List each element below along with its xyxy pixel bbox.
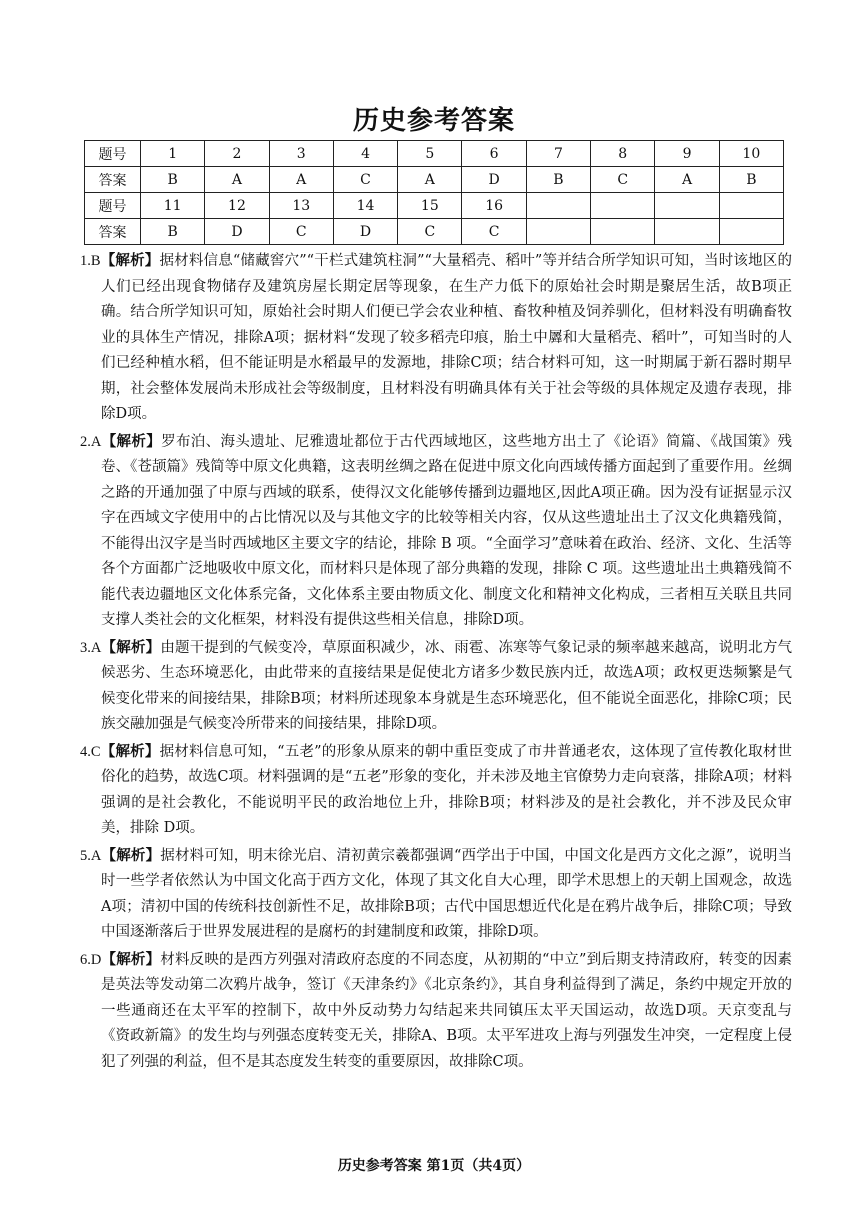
table-cell <box>526 193 590 219</box>
table-cell <box>526 219 590 245</box>
analysis-tag: 【解析】 <box>101 638 161 656</box>
explanation-item <box>80 843 792 946</box>
table-cell: 6 <box>462 141 526 167</box>
explanation-text: 据材料信息“储藏窖穴”“干栏式建筑柱洞”“大量稻壳、稻叶”等并结合所学知识可知，当时该地区的人们已经出现食物储存及建筑房屋长期定居等现象，在生产力低下的原始社会时期是聚居生活，故B项正确。结合所学知识可知，原始社会时期人们便已学会农业种植、畜牧种植及饲养驯化，但材料没有明确畜牧业的具体生产情况，排除A项；据材料“发现了较多稻壳印痕，胎土中羼和大量稻壳、稻叶”，可知当时的人们已经种植水稻，但不能证明是水稻最早的发源地，排除C项；结合材料可知，这一时期属于新石器时期早期，社会整体发展尚未形成社会等级制度，且材料没有明确具体有关于社会等级的具体规定及遗存表现，排除D项。 <box>101 253 792 422</box>
explanation-text: 罗布泊、海头遗址、尼雅遗址都位于古代西域地区，这些地方出土了《论语》简篇、《战国策》残卷、《苍颉篇》残简等中原文化典籍，这表明丝绸之路在促进中原文化向西域传播方面起到了重要作用。丝绸之路的开通加强了中原与西域的联系，使得汉文化能够传播到边疆地区,因此A项正确。因为没有证据显示汉字在西域文字使用中的占比情况以及与其他文字的比较等相关内容，仅从这些遗址出土了汉文化典籍残简，不能得出汉字是当时西域地区主要文字的结论，排除 B 项。“全面学习”意味着在政治、经济、文化、生活等各个方面都广泛地吸收中原文化，而材料只是体现了部分典籍的发现，排除 C 项。这些遗址出土典籍残简不能代表边疆地区文化体系完备，文化体系主要由物质文化、制度文化和精神文化构成，三者相互关联且共同支撑人类社会的文化框架，材料没有提供这些相关信息，排除D项。 <box>101 433 793 628</box>
answer-table <box>84 140 784 245</box>
table-cell <box>655 193 719 219</box>
explanation-text: 由题干提到的气候变冷，草原面积减少，冰、雨雹、冻寒等气象记录的频率越来越高，说明北方气候恶劣、生态环境恶化，由此带来的直接结果是促使北方诸多少数民族内迁，故选A项；政权更迭频繁是气候变化带来的间接结果，排除B项；材料所述现象本身就是生态环境恶化，但不能说全面恶化，排除C项；民族交融加强是气候变冷所带来的间接结果，排除D项。 <box>101 639 793 732</box>
table-cell: 7 <box>526 141 590 167</box>
table-cell: 8 <box>591 141 655 167</box>
table-cell: C <box>333 167 397 193</box>
table-cell: A <box>205 167 269 193</box>
table-cell: C <box>398 219 462 245</box>
table-cell: B <box>141 167 205 193</box>
explanation-item <box>80 429 792 634</box>
table-cell: A <box>269 167 333 193</box>
analysis-tag: 【解析】 <box>101 432 162 450</box>
explanation-item <box>80 635 792 738</box>
table-cell: 12 <box>205 193 269 219</box>
table-cell: D <box>333 219 397 245</box>
table-cell: 3 <box>269 141 333 167</box>
table-row <box>85 167 784 193</box>
table-cell: 13 <box>269 193 333 219</box>
table-cell <box>655 219 719 245</box>
question-number: 5.A <box>80 847 102 864</box>
row-label: 题号 <box>85 141 141 167</box>
question-number: 1.B <box>80 253 101 269</box>
table-cell <box>591 193 655 219</box>
explanation-text: 据材料可知，明末徐光启、清初黄宗羲都强调“西学出于中国，中国文化是西方文化之源”，说明当时一些学者依然认为中国文化高于西方文化，体现了其文化自大心理，即学术思想上的天朝上国观念，故选A项；清初中国的传统科技创新性不足，故排除B项；古代中国思想近代化是在鸦片战争后，排除C项；导致中国逐渐落后于世界发展进程的是腐朽的封建制度和政策，排除D项。 <box>101 847 792 940</box>
table-cell: 9 <box>655 141 719 167</box>
question-number: 4.C <box>80 743 101 760</box>
table-cell: 16 <box>462 193 526 219</box>
table-cell <box>719 193 783 219</box>
row-label: 答案 <box>85 167 141 193</box>
table-cell: 15 <box>398 193 462 219</box>
table-cell: A <box>655 167 719 193</box>
explanation-text: 材料反映的是西方列强对清政府态度的不同态度，从初期的“中立”到后期支持清政府，转变的因素是英法等发动第二次鸦片战争，签订《天津条约》《北京条约》，其自身利益得到了满足，条约中规定开放的一些通商还在太平军的控制下，故中外反动势力勾结起来共同镇压太平天国运动，故选D项。天京变乱与《资政新篇》的发生均与列强态度转变无关，排除A、B项。太平军进攻上海与列强发生冲突，一定程度上侵犯了列强的利益，但不是其态度发生转变的重要原因，故排除C项。 <box>101 951 792 1070</box>
table-cell: 11 <box>141 193 205 219</box>
explanations <box>80 248 792 1076</box>
table-cell <box>719 219 783 245</box>
table-cell: B <box>719 167 783 193</box>
table-cell: 4 <box>333 141 397 167</box>
table-row <box>85 219 784 245</box>
table-cell: A <box>398 167 462 193</box>
table-cell: 10 <box>719 141 783 167</box>
explanation-item <box>80 739 792 842</box>
question-number: 3.A <box>80 639 102 656</box>
table-cell: D <box>205 219 269 245</box>
table-cell: B <box>526 167 590 193</box>
row-label: 题号 <box>85 193 141 219</box>
analysis-tag: 【解析】 <box>100 742 160 760</box>
table-cell: 5 <box>398 141 462 167</box>
table-cell: C <box>591 167 655 193</box>
table-row <box>85 193 784 219</box>
table-cell: D <box>462 167 526 193</box>
table-row <box>85 141 784 167</box>
analysis-tag: 【解析】 <box>101 950 161 968</box>
table-cell <box>591 219 655 245</box>
explanation-item <box>80 248 792 428</box>
table-cell: 1 <box>141 141 205 167</box>
table-cell: 14 <box>333 193 397 219</box>
explanation-text: 据材料信息可知，“五老”的形象从原来的朝中重臣变成了市井普通老农，这体现了宣传教化取材世俗化的趋势，故选C项。材料强调的是“五老”形象的变化，并未涉及地主官僚势力走向衰落，排除A项；材料强调的是社会教化，不能说明平民的政治地位上升，排除B项；材料涉及的是社会教化，并不涉及民众审美，排除 D项。 <box>101 743 793 836</box>
page-title: 历史参考答案 <box>352 106 515 136</box>
analysis-tag: 【解析】 <box>100 252 160 269</box>
analysis-tag: 【解析】 <box>101 846 161 864</box>
table-cell: C <box>462 219 526 245</box>
table-cell: C <box>269 219 333 245</box>
explanation-item <box>80 947 792 1076</box>
table-cell: B <box>141 219 205 245</box>
page-footer: 历史参考答案 第1页（共4页） <box>337 1158 531 1174</box>
question-number: 6.D <box>80 951 102 968</box>
question-number: 2.A <box>80 433 102 450</box>
table-cell: 2 <box>205 141 269 167</box>
row-label: 答案 <box>85 219 141 245</box>
